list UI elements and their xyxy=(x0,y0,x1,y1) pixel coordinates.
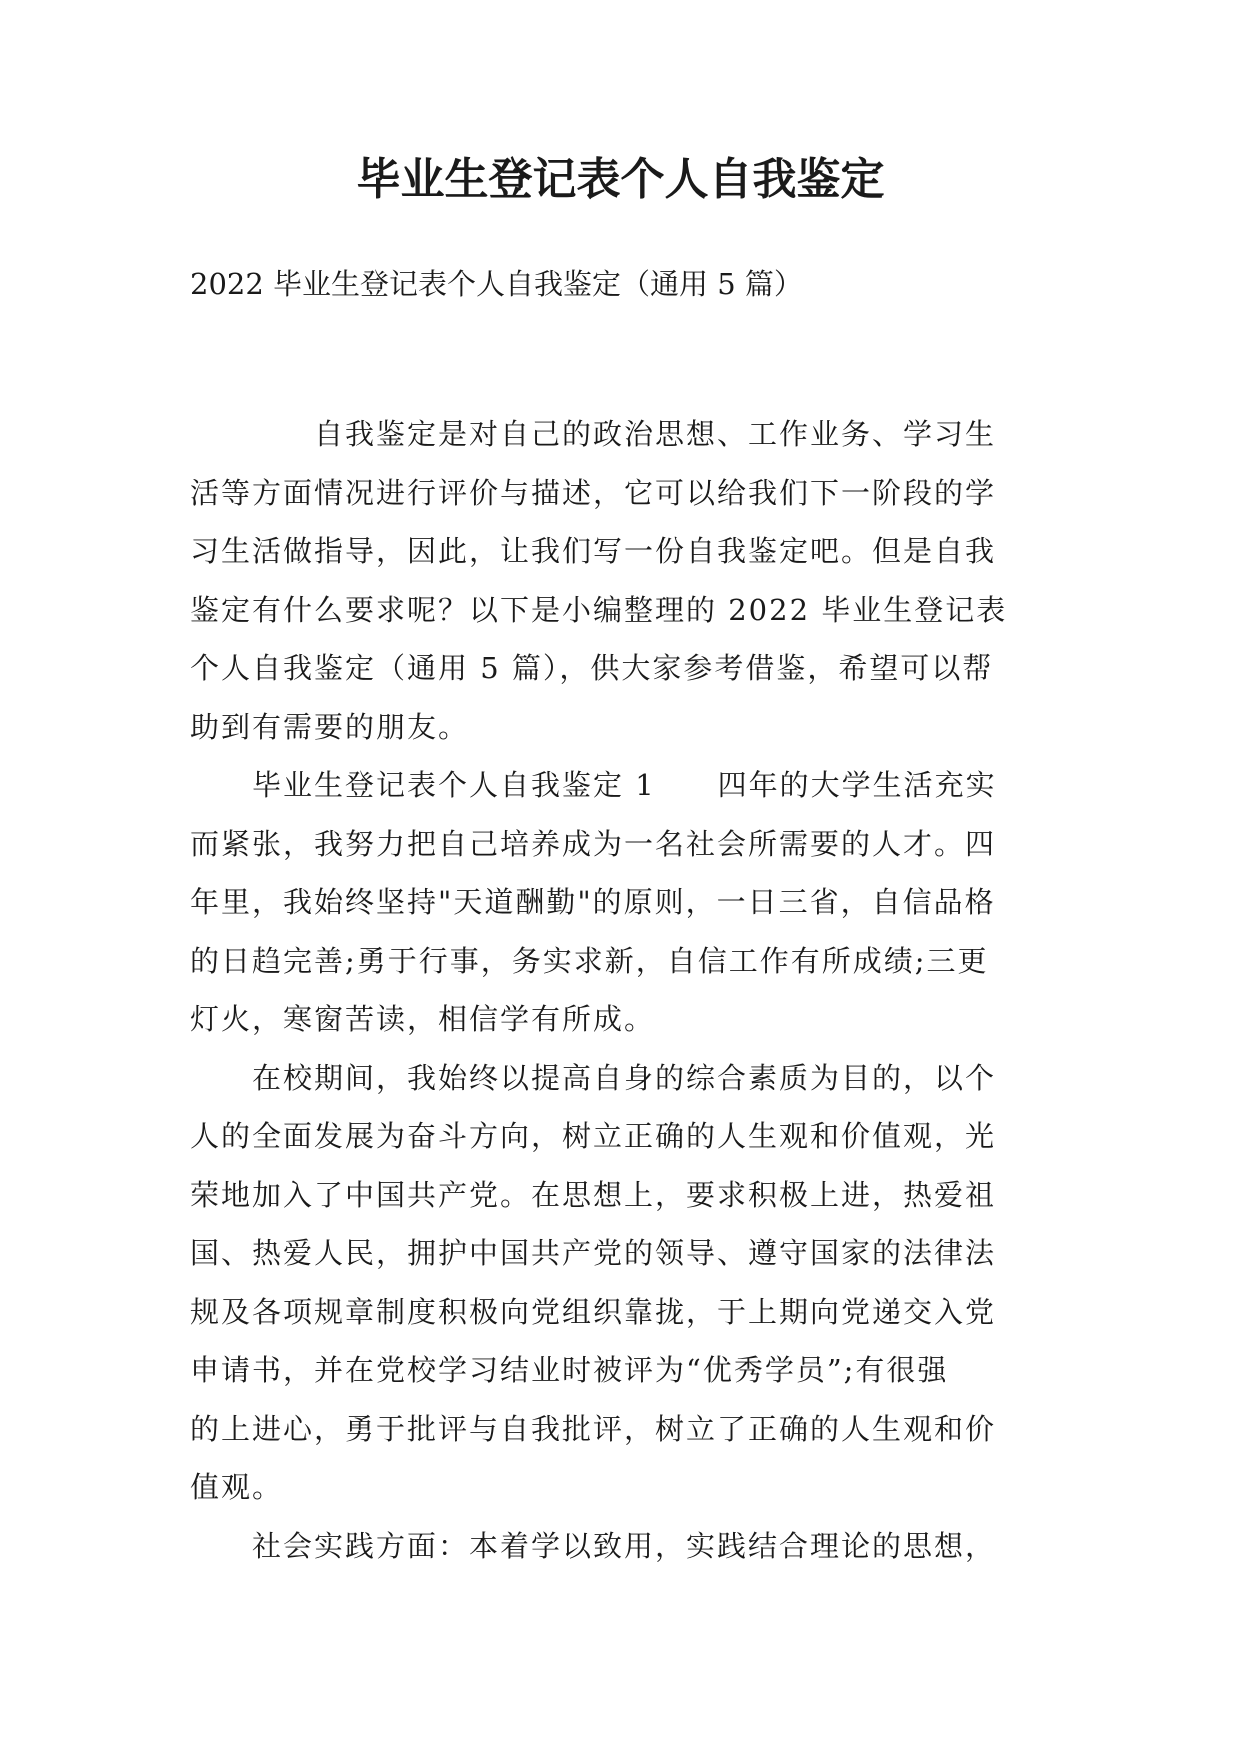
body-line: 个人自我鉴定（通用 5 篇），供大家参考借鉴，希望可以帮 xyxy=(190,651,994,685)
body-line: 而紧张，我努力把自己培养成为一名社会所需要的人才。四 xyxy=(190,826,997,861)
body-line: 活等方面情况进行评价与描述，它可以给我们下一阶段的学 xyxy=(190,475,997,510)
document-title: 毕业生登记表个人自我鉴定 xyxy=(356,154,885,205)
body-line: 的日趋完善;勇于行事，务实求新，自信工作有所成绩;三更 xyxy=(190,943,989,978)
body-line: 自我鉴定是对自己的政治思想、工作业务、学习生 xyxy=(190,417,997,451)
body-line: 荣地加入了中国共产党。在思想上，要求积极上进，热爱祖 xyxy=(190,1177,997,1212)
body-line: 毕业生登记表个人自我鉴定 1 四年的大学生活充实 xyxy=(190,768,997,802)
body-line: 国、热爱人民，拥护中国共产党的领导、遵守国家的法律法 xyxy=(190,1236,997,1270)
body-line: 习生活做指导，因此，让我们写一份自我鉴定吧。但是自我 xyxy=(190,534,997,568)
body-line: 申请书，并在党校学习结业时被评为“优秀学员”;有很强 xyxy=(190,1353,949,1387)
body-line: 值观。 xyxy=(190,1470,284,1504)
body-line: 人的全面发展为奋斗方向，树立正确的人生观和价值观，光 xyxy=(190,1119,997,1153)
document-body xyxy=(190,405,1070,1575)
body-line: 的上进心，勇于批评与自我批评，树立了正确的人生观和价 xyxy=(190,1411,997,1446)
body-line: 鉴定有什么要求呢？以下是小编整理的 2022 毕业生登记表 xyxy=(190,592,1008,627)
body-line: 在校期间，我始终以提高自身的综合素质为目的，以个 xyxy=(190,1060,997,1095)
body-line: 灯火，寒窗苦读，相信学有所成。 xyxy=(190,1002,656,1036)
body-line: 助到有需要的朋友。 xyxy=(190,709,470,744)
body-line: 规及各项规章制度积极向党组织靠拢，于上期向党递交入党 xyxy=(190,1294,997,1329)
body-line: 年里，我始终坚持"天道酬勤"的原则，一日三省，自信品格 xyxy=(190,885,996,919)
body-line: 社会实践方面：本着学以致用，实践结合理论的思想， xyxy=(190,1528,997,1563)
document-subtitle: 2022 毕业生登记表个人自我鉴定（通用 5 篇） xyxy=(190,267,803,301)
